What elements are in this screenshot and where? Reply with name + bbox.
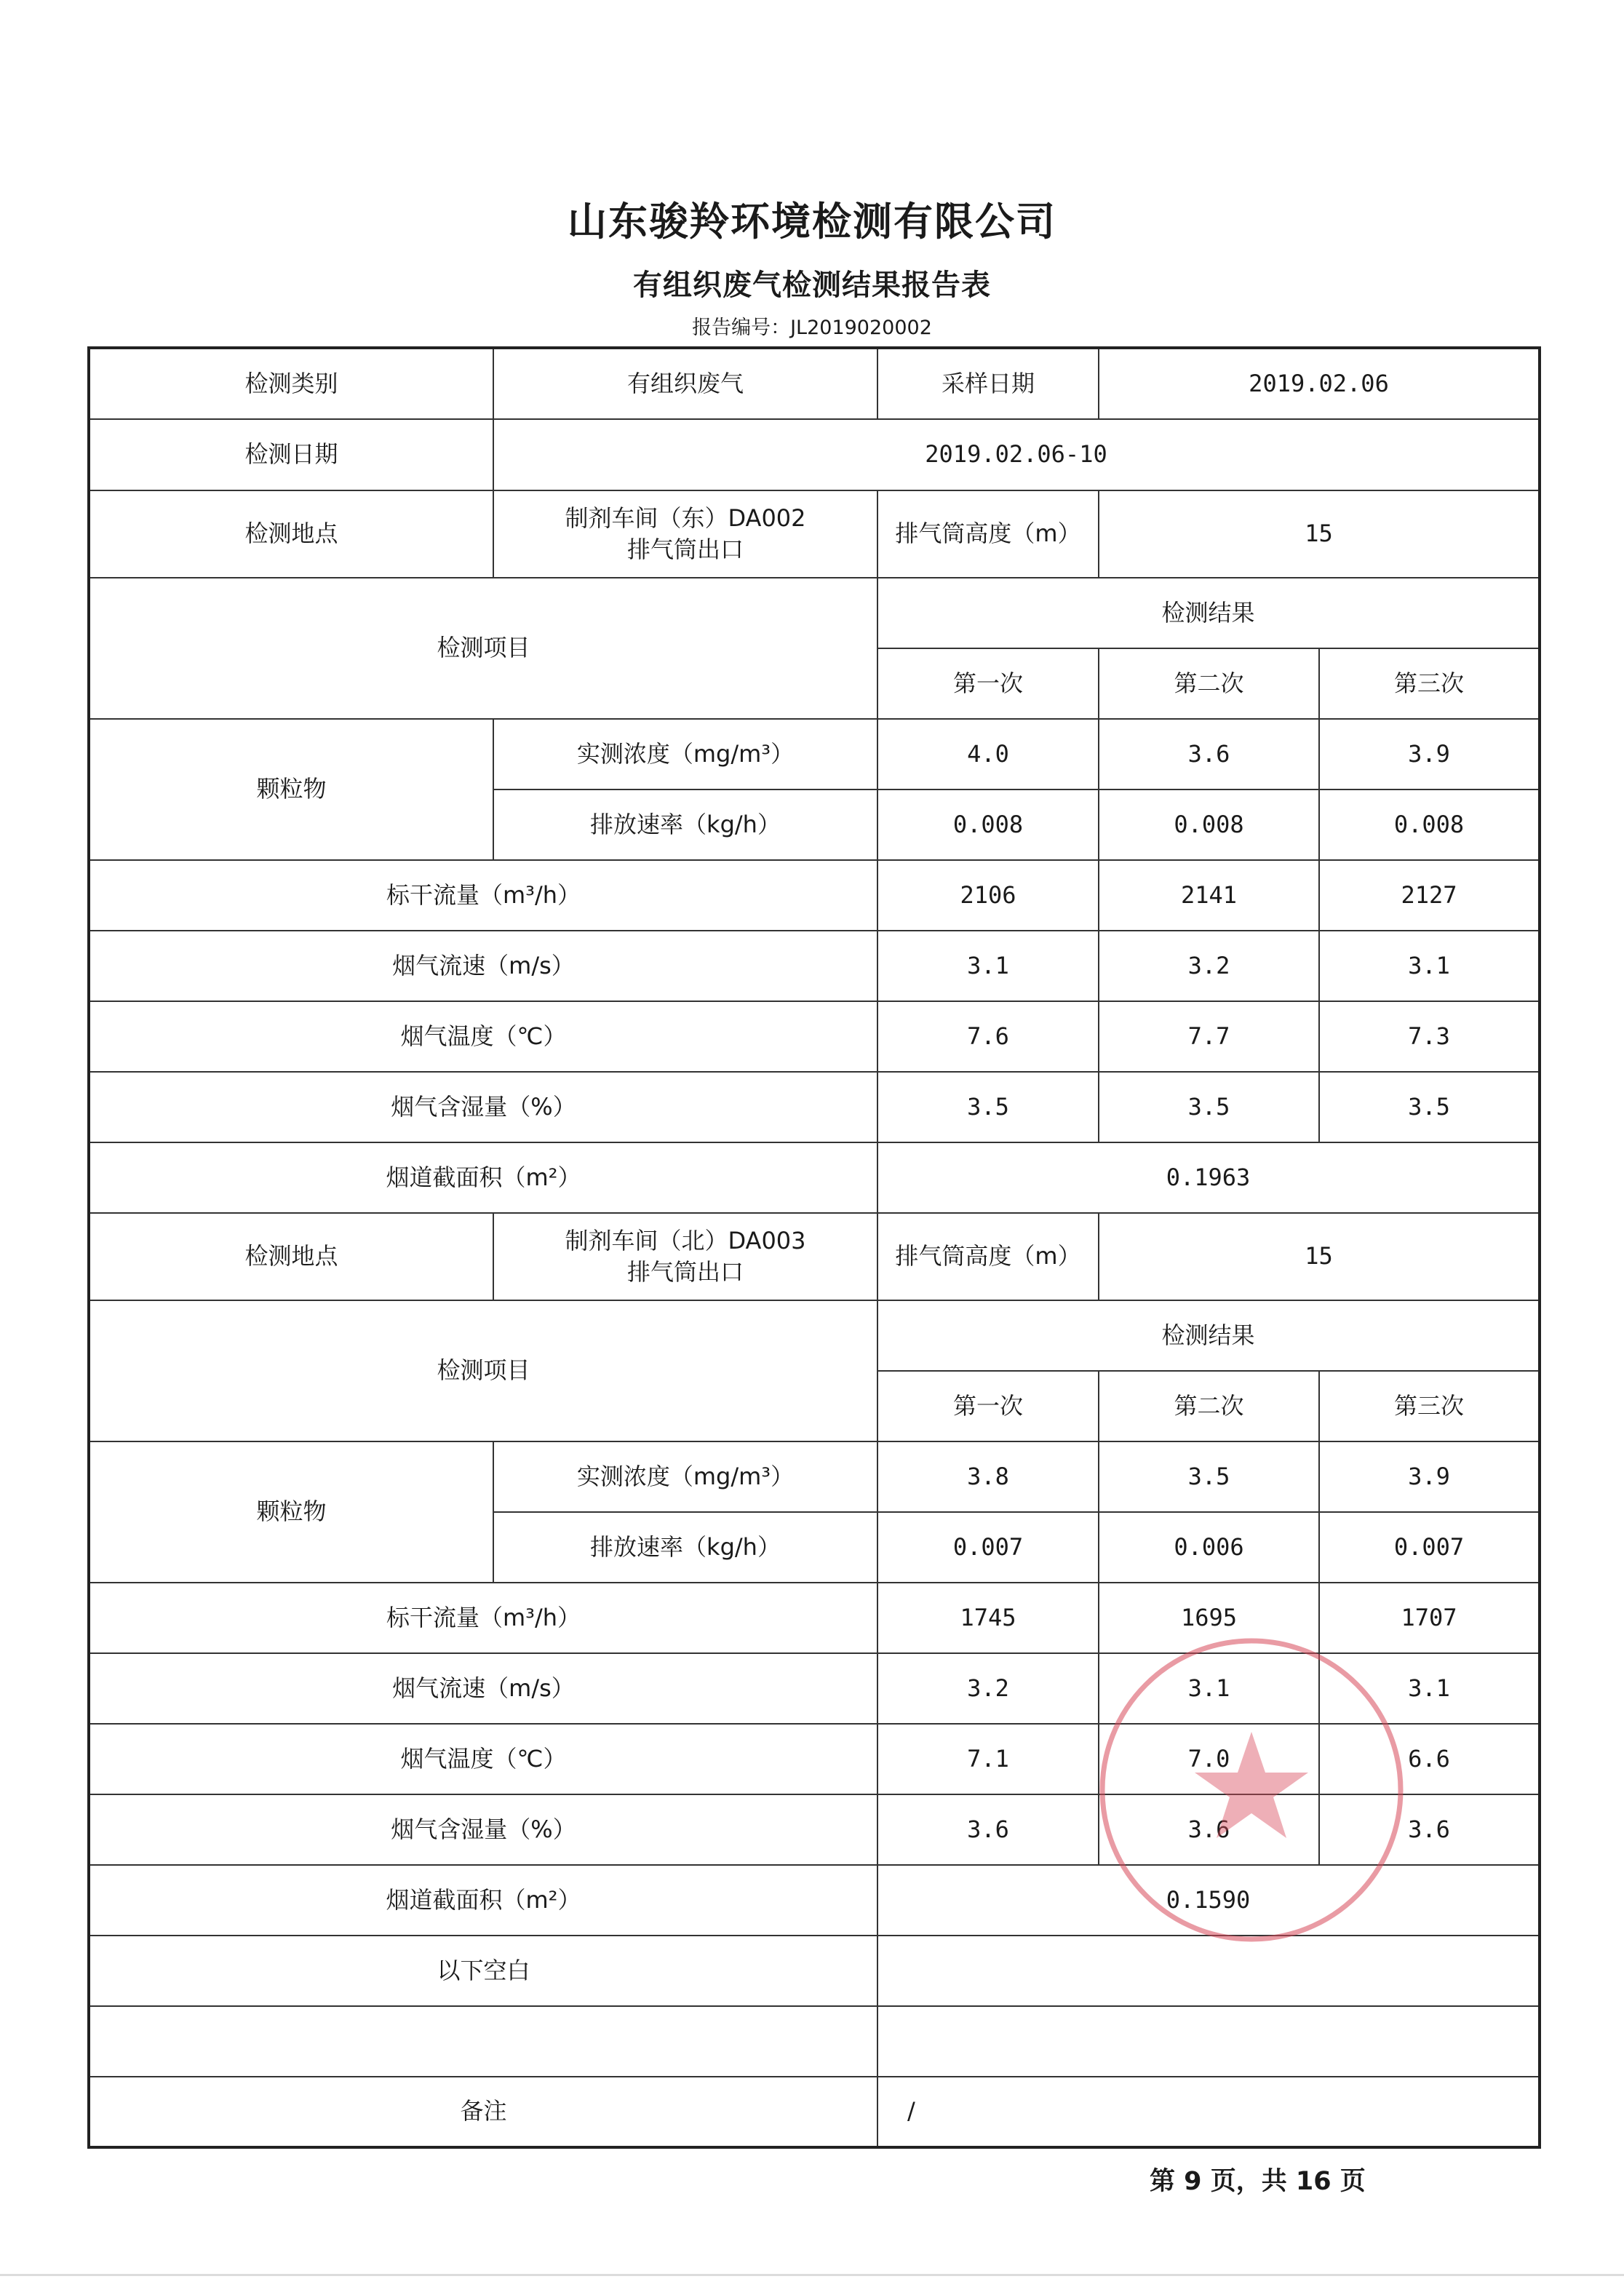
page-footer: 第 9 页，共 16 页 [1150,2167,1366,2196]
site2-area: 0.1590 [877,1865,1540,1936]
run-1-label: 第一次 [877,1371,1099,1441]
site1-conc-1: 4.0 [877,719,1099,789]
site2-velocity-row [89,1653,1540,1724]
site1-temp-1: 7.6 [877,1001,1099,1072]
site2-conc-1: 3.8 [877,1441,1099,1512]
empty-cell [89,2006,877,2077]
results-table [87,346,1541,2149]
report-number: 报告编号：JL2019020002 [692,317,932,339]
site1-conc-3: 3.9 [1319,719,1540,789]
site1-velocity-1: 3.1 [877,931,1099,1001]
velocity-label: 烟气流速（m/s） [89,931,877,1001]
conc-label: 实测浓度（mg/m³） [493,1441,877,1512]
test-date-value: 2019.02.06-10 [493,419,1540,490]
empty-cell [877,2006,1540,2077]
site2-conc-3: 3.9 [1319,1441,1540,1512]
site1-velocity-2: 3.2 [1099,931,1319,1001]
site1-area: 0.1963 [877,1142,1540,1213]
site1-temp-2: 7.7 [1099,1001,1319,1072]
site2-velocity-3: 3.1 [1319,1653,1540,1724]
site2-flow-3: 1707 [1319,1583,1540,1653]
site2-moisture-2: 3.6 [1099,1794,1319,1865]
info-row-category [89,348,1540,419]
conc-label: 实测浓度（mg/m³） [493,719,877,789]
blank-row [89,1936,1540,2006]
site1-velocity-row [89,931,1540,1001]
site2-velocity-2: 3.1 [1099,1653,1319,1724]
site1-location-row [89,490,1540,578]
temp-label: 烟气温度（℃） [89,1001,877,1072]
category-value: 有组织废气 [493,348,877,419]
run-2-label: 第二次 [1099,1371,1319,1441]
site2-rate-3: 0.007 [1319,1512,1540,1583]
site2-flow-1: 1745 [877,1583,1099,1653]
site1-temp-row [89,1001,1540,1072]
run-2-label: 第二次 [1099,648,1319,719]
run-3-label: 第三次 [1319,1371,1540,1441]
temp-label: 烟气温度（℃） [89,1724,877,1794]
result-label: 检测结果 [877,578,1540,648]
velocity-label: 烟气流速（m/s） [89,1653,877,1724]
site2-conc-2: 3.5 [1099,1441,1319,1512]
company-name: 山东骏羚环境检测有限公司 [568,199,1056,244]
site1-area-row [89,1142,1540,1213]
site1-moisture-1: 3.5 [877,1072,1099,1142]
site2-location-row [89,1213,1540,1300]
run-3-label: 第三次 [1319,648,1540,719]
site1-moisture-row [89,1072,1540,1142]
site2-location [493,1213,877,1300]
category-label: 检测类别 [89,348,493,419]
height-label: 排气筒高度（m） [877,1213,1099,1300]
pm-label: 颗粒物 [89,1441,493,1583]
site1-velocity-3: 3.1 [1319,931,1540,1001]
flow-label: 标干流量（m³/h） [89,1583,877,1653]
site2-moisture-3: 3.6 [1319,1794,1540,1865]
test-date-label: 检测日期 [89,419,493,490]
area-label: 烟道截面积（m²） [89,1865,877,1936]
blank-label: 以下空白 [89,1936,877,2006]
empty-row [89,2006,1540,2077]
site2-temp-row [89,1724,1540,1794]
site2-area-row [89,1865,1540,1936]
location-label: 检测地点 [89,490,493,578]
remark-label: 备注 [89,2077,877,2147]
site1-flow-3: 2127 [1319,860,1540,931]
site2-rate-2: 0.006 [1099,1512,1319,1583]
scan-edge-line [0,2274,1624,2276]
moisture-label: 烟气含湿量（%） [89,1794,877,1865]
site1-flow-1: 2106 [877,860,1099,931]
moisture-label: 烟气含湿量（%） [89,1072,877,1142]
site1-location [493,490,877,578]
site1-height: 15 [1099,490,1540,578]
site1-location-line1: 制剂车间（东）DA002 [565,504,806,532]
info-row-test-date [89,419,1540,490]
site1-rate-2: 0.008 [1099,789,1319,860]
site2-location-line1: 制剂车间（北）DA003 [565,1226,806,1254]
site1-flow-2: 2141 [1099,860,1319,931]
rate-label: 排放速率（kg/h） [493,789,877,860]
area-label: 烟道截面积（m²） [89,1142,877,1213]
site1-flow-row [89,860,1540,931]
location-label: 检测地点 [89,1213,493,1300]
site1-header-row [89,578,1540,648]
remark-row [89,2077,1540,2147]
site2-height: 15 [1099,1213,1540,1300]
site2-flow-row [89,1583,1540,1653]
flow-label: 标干流量（m³/h） [89,860,877,931]
blank-cell [877,1936,1540,2006]
report-title: 有组织废气检测结果报告表 [633,269,991,302]
site2-moisture-row [89,1794,1540,1865]
site2-flow-2: 1695 [1099,1583,1319,1653]
site2-temp-1: 7.1 [877,1724,1099,1794]
site2-location-line2: 排气筒出口 [626,1258,744,1286]
height-label: 排气筒高度（m） [877,490,1099,578]
site1-conc-row [89,719,1540,789]
site1-rate-1: 0.008 [877,789,1099,860]
sample-date-value: 2019.02.06 [1099,348,1540,419]
remark-value: / [877,2077,1540,2147]
item-label: 检测项目 [89,1300,877,1441]
site1-conc-2: 3.6 [1099,719,1319,789]
sample-date-label: 采样日期 [877,348,1099,419]
site1-rate-3: 0.008 [1319,789,1540,860]
rate-label: 排放速率（kg/h） [493,1512,877,1583]
site2-velocity-1: 3.2 [877,1653,1099,1724]
item-label: 检测项目 [89,578,877,719]
run-1-label: 第一次 [877,648,1099,719]
site2-temp-2: 7.0 [1099,1724,1319,1794]
site2-conc-row [89,1441,1540,1512]
site2-rate-1: 0.007 [877,1512,1099,1583]
site1-location-line2: 排气筒出口 [626,536,744,563]
site2-header-row [89,1300,1540,1371]
site1-moisture-3: 3.5 [1319,1072,1540,1142]
result-label: 检测结果 [877,1300,1540,1371]
pm-label: 颗粒物 [89,719,493,860]
site2-temp-3: 6.6 [1319,1724,1540,1794]
site1-moisture-2: 3.5 [1099,1072,1319,1142]
site2-moisture-1: 3.6 [877,1794,1099,1865]
site1-temp-3: 7.3 [1319,1001,1540,1072]
